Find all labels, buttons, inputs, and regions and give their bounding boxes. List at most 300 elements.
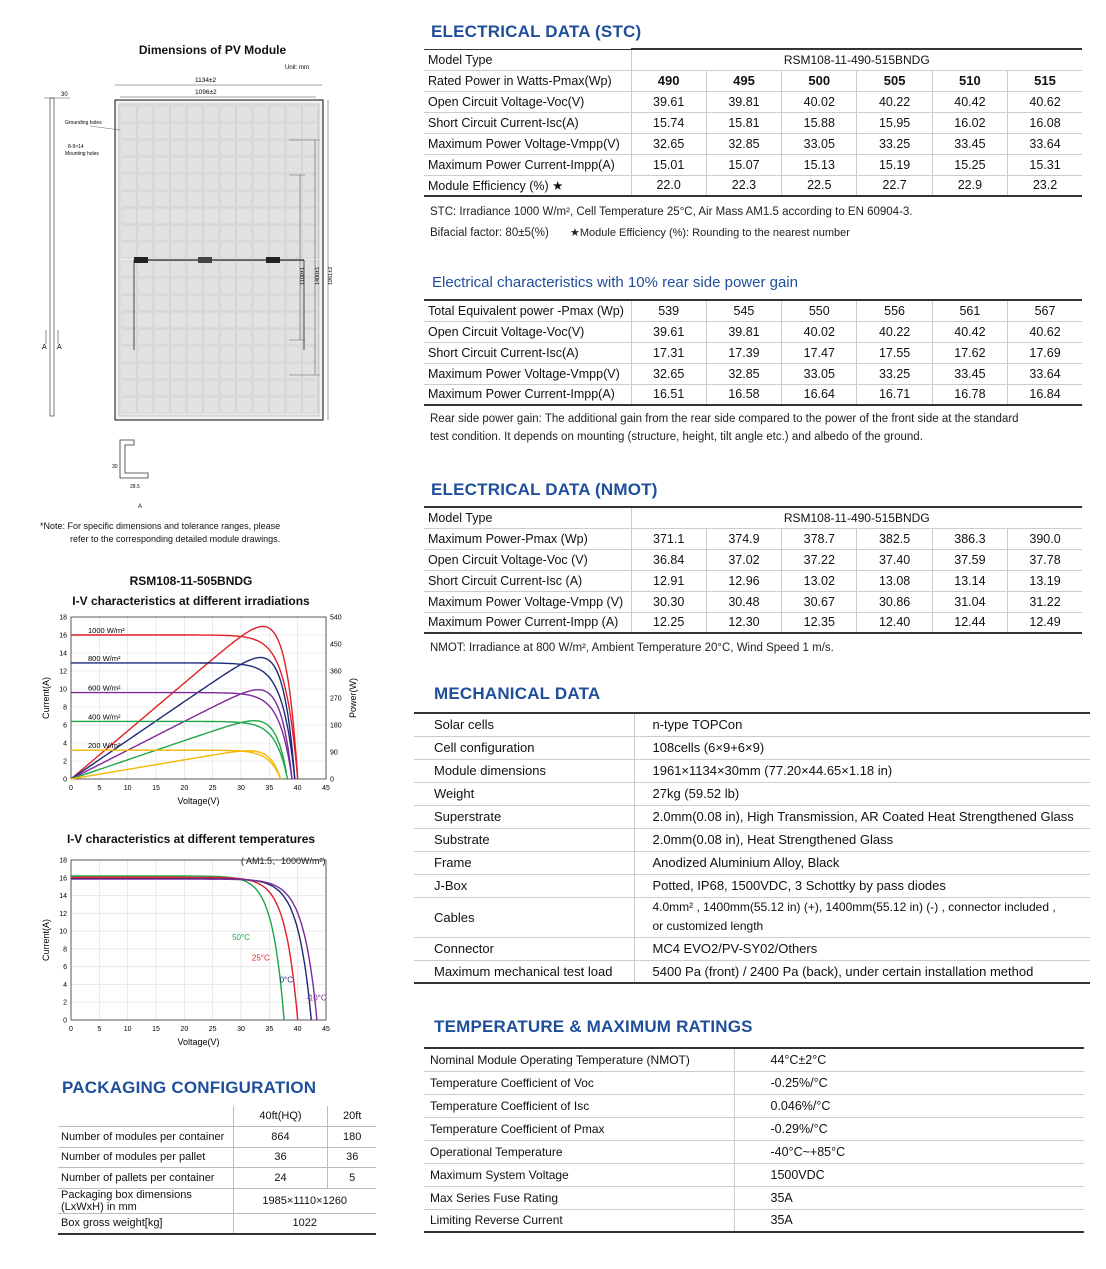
solar-cell xyxy=(171,380,187,396)
dimensions-section xyxy=(30,40,400,550)
cell-value: 13.02 xyxy=(782,570,857,591)
irradiance-label: 600 W/m² xyxy=(88,683,121,693)
y2-tick-label: 0 xyxy=(330,776,334,784)
solar-cell xyxy=(303,225,319,241)
mech-value-text: 2.0mm(0.08 in), High Transmission, AR Coated Heat Strengthened Glass xyxy=(652,809,1074,824)
cell-value: 515 xyxy=(1008,70,1082,91)
note-line-2: refer to the corresponding detailed module drawings. xyxy=(70,534,281,544)
cell-value: 539 xyxy=(631,300,706,321)
header-40ft: 40ft(HQ) xyxy=(233,1106,328,1127)
cell-value: 40.22 xyxy=(857,321,932,342)
solar-cell xyxy=(138,363,154,379)
cell-value: 15.25 xyxy=(932,154,1007,175)
row-label: Open Circuit Voltage-Voc(V) xyxy=(424,91,631,112)
grounding-holes-label: Grounding holes xyxy=(65,120,102,126)
temp-value: 35A xyxy=(734,1209,1084,1232)
pack-label: Number of pallets per container xyxy=(58,1168,233,1189)
solar-cell xyxy=(220,312,236,328)
nmot-section xyxy=(424,480,1082,657)
temp-value: 44°C±2°C xyxy=(734,1048,1084,1071)
solar-cell xyxy=(187,346,203,362)
solar-cell xyxy=(253,346,269,362)
packaging-header-row xyxy=(58,1106,376,1127)
row-label: Open Circuit Voltage-Voc (V) xyxy=(424,549,631,570)
mech-row xyxy=(414,782,1090,805)
cell-value: 13.08 xyxy=(857,570,932,591)
mech-label: Cell configuration xyxy=(414,736,634,759)
cell-value: 33.64 xyxy=(1008,363,1082,384)
solar-cell xyxy=(138,312,154,328)
temp-label: Temperature Coefficient of Pmax xyxy=(424,1117,734,1140)
table-row xyxy=(424,612,1082,633)
solar-cell xyxy=(303,363,319,379)
solar-cell xyxy=(253,380,269,396)
mech-value-text: n-type TOPCon xyxy=(652,717,743,733)
temp-row xyxy=(424,1209,1084,1232)
mech-value-line-1: 4.0mm² , 1400mm(55.12 in) (+), 1400mm(55.12 in) (-) , connector included , xyxy=(652,900,1056,914)
mech-row xyxy=(414,736,1090,759)
solar-cell xyxy=(154,346,170,362)
cell-value: 33.25 xyxy=(857,363,932,384)
stc-table xyxy=(424,48,1082,197)
pack-row xyxy=(58,1168,376,1189)
solar-cell xyxy=(286,140,302,156)
y-tick-label: 2 xyxy=(63,758,67,766)
mech-value xyxy=(634,736,1090,759)
cell-value: 16.58 xyxy=(706,384,781,405)
temperature-label: 25°C xyxy=(251,953,270,963)
cell-value: 382.5 xyxy=(857,528,932,549)
temp-label: Max Series Fuse Rating xyxy=(424,1186,734,1209)
cell-value: 40.42 xyxy=(932,321,1007,342)
solar-cell xyxy=(187,295,203,311)
solar-cell xyxy=(220,191,236,207)
temp-label: Limiting Reverse Current xyxy=(424,1209,734,1232)
mech-label: Connector xyxy=(414,937,634,960)
solar-cell xyxy=(270,295,286,311)
cell-value: 39.81 xyxy=(706,321,781,342)
row-label: Short Circuit Current-Isc(A) xyxy=(424,342,631,363)
solar-cell xyxy=(187,278,203,294)
solar-cell xyxy=(187,397,203,413)
mech-value xyxy=(634,828,1090,851)
cell-value: 510 xyxy=(932,70,1007,91)
table-row xyxy=(424,528,1082,549)
unit-label: Unit: mm xyxy=(285,65,309,71)
solar-cell xyxy=(171,157,187,173)
mech-row xyxy=(414,874,1090,897)
solar-cell xyxy=(138,380,154,396)
temp-value: -0.25%/°C xyxy=(734,1071,1084,1094)
solar-cell xyxy=(171,363,187,379)
pack-label: Packaging box dimensions (LxWxH) in mm xyxy=(58,1188,233,1213)
row-label: Maximum Power Current-Impp(A) xyxy=(424,154,631,175)
pack-value: 180 xyxy=(328,1127,376,1148)
solar-cell xyxy=(270,261,286,277)
cell-value: 500 xyxy=(782,70,857,91)
x-tick-label: 5 xyxy=(97,1026,102,1033)
cell-value: 32.65 xyxy=(631,133,706,154)
cell-value: 23.2 xyxy=(1008,175,1082,196)
x-tick-label: 10 xyxy=(123,785,132,792)
solar-cell xyxy=(121,225,137,241)
mech-label: Frame xyxy=(414,851,634,874)
irradiance-label: 1000 W/m² xyxy=(88,626,125,635)
temp-row xyxy=(424,1071,1084,1094)
mech-value xyxy=(634,851,1090,874)
y-tick-label: 2 xyxy=(63,999,67,1007)
mech-value xyxy=(634,874,1090,897)
y2-axis-label: Power(W) xyxy=(348,678,358,718)
cell-value: 386.3 xyxy=(932,528,1007,549)
solar-cell xyxy=(187,242,203,258)
nmot-title: ELECTRICAL DATA (NMOT) xyxy=(431,480,658,499)
table-row xyxy=(424,363,1082,384)
cell-value: 31.22 xyxy=(1008,591,1082,612)
solar-cell xyxy=(237,278,253,294)
solar-cell xyxy=(171,397,187,413)
mech-value xyxy=(634,960,1090,983)
y-tick-label: 4 xyxy=(63,740,67,748)
mech-label: Weight xyxy=(414,782,634,805)
solar-cell xyxy=(187,191,203,207)
x-tick-label: 20 xyxy=(180,785,189,792)
profile-label: A xyxy=(138,504,143,510)
cell-value: 15.81 xyxy=(706,112,781,133)
solar-cell xyxy=(187,140,203,156)
x-tick-label: 25 xyxy=(208,785,217,792)
nmot-model-label: Model Type xyxy=(424,507,631,528)
cell-value: 550 xyxy=(782,300,857,321)
cell-value: 15.95 xyxy=(857,112,932,133)
y-tick-label: 10 xyxy=(59,928,67,936)
cell-value: 545 xyxy=(706,300,781,321)
solar-cell xyxy=(138,225,154,241)
solar-cell xyxy=(253,140,269,156)
x-tick-label: 35 xyxy=(265,785,274,792)
solar-cell xyxy=(303,191,319,207)
cell-value: 40.02 xyxy=(782,91,857,112)
y-tick-label: 14 xyxy=(59,893,67,901)
solar-cell xyxy=(220,295,236,311)
solar-cell xyxy=(303,157,319,173)
solar-cell xyxy=(154,106,170,122)
chart2-svg xyxy=(36,850,376,1050)
cell-value: 15.31 xyxy=(1008,154,1082,175)
solar-cell xyxy=(187,123,203,139)
chart1-title: I-V characteristics at different irradiations xyxy=(72,594,310,608)
y2-tick-label: 360 xyxy=(330,668,342,676)
cell-value: 33.25 xyxy=(857,133,932,154)
solar-cell xyxy=(204,225,220,241)
cell-value: 15.74 xyxy=(631,112,706,133)
cell-value: 32.85 xyxy=(706,133,781,154)
cell-value: 22.5 xyxy=(782,175,857,196)
solar-cell xyxy=(187,329,203,345)
solar-cell xyxy=(286,157,302,173)
solar-cell xyxy=(286,191,302,207)
solar-cell xyxy=(204,208,220,224)
cell-value: 374.9 xyxy=(706,528,781,549)
solar-cell xyxy=(286,106,302,122)
row-label: Maximum Power Voltage-Vmpp (V) xyxy=(424,591,631,612)
cell-value: 15.01 xyxy=(631,154,706,175)
chart2-title: I-V characteristics at different temperatures xyxy=(66,832,316,846)
solar-cell xyxy=(138,242,154,258)
solar-cell xyxy=(154,380,170,396)
cell-value: 30.86 xyxy=(857,591,932,612)
model-type-value: RSM108-11-490-515BNDG xyxy=(631,49,1082,70)
cell-value: 12.96 xyxy=(706,570,781,591)
solar-cell xyxy=(204,363,220,379)
solar-cell xyxy=(138,295,154,311)
mech-value xyxy=(634,782,1090,805)
mech-value-text: 5400 Pa (front) / 2400 Pa (back), under certain installation method xyxy=(652,963,1034,979)
bifacial-factor: Bifacial factor: 80±5(%) xyxy=(430,227,549,239)
mech-value-text: Anodized Aluminium Alloy, Black xyxy=(652,855,840,870)
pack-label: Number of modules per pallet xyxy=(58,1147,233,1168)
temp-value: -40°C~+85°C xyxy=(734,1140,1084,1163)
power-curve-4 xyxy=(71,751,281,779)
solar-cell xyxy=(286,397,302,413)
solar-cell xyxy=(270,278,286,294)
solar-cell xyxy=(220,123,236,139)
solar-cell xyxy=(303,312,319,328)
solar-cell xyxy=(220,242,236,258)
mech-value-text: Potted, IP68, 1500VDC, 3 Schottky by pass diodes xyxy=(652,878,946,893)
cell-value: 17.62 xyxy=(932,342,1007,363)
mech-label: Cables xyxy=(414,897,634,937)
stc-model-row xyxy=(424,49,1082,70)
table-row xyxy=(424,549,1082,570)
x-tick-label: 45 xyxy=(322,1026,330,1033)
pack-row xyxy=(58,1127,376,1148)
cell-value: 32.85 xyxy=(706,363,781,384)
cell-value: 16.02 xyxy=(932,112,1007,133)
dimensions-title: Dimensions of PV Module xyxy=(138,43,287,57)
table-row xyxy=(424,175,1082,196)
solar-cell xyxy=(286,312,302,328)
solar-cell xyxy=(204,123,220,139)
pack-value: 36 xyxy=(328,1147,376,1168)
cell-value: 490 xyxy=(631,70,706,91)
solar-cell xyxy=(220,140,236,156)
cell-value: 12.91 xyxy=(631,570,706,591)
solar-cell xyxy=(270,140,286,156)
solar-cell xyxy=(270,191,286,207)
pack-value: 5 xyxy=(328,1168,376,1189)
solar-cell xyxy=(154,363,170,379)
row-label: Total Equivalent power -Pmax (Wp) xyxy=(424,300,631,321)
temp-label: Temperature Coefficient of Isc xyxy=(424,1094,734,1117)
solar-cell xyxy=(121,123,137,139)
solar-cell xyxy=(303,123,319,139)
mounting-holes-label: Mounting holes xyxy=(65,151,99,157)
row-label: Maximum Power-Pmax (Wp) xyxy=(424,528,631,549)
solar-cell xyxy=(154,261,170,277)
solar-cell xyxy=(253,208,269,224)
cell-value: 495 xyxy=(706,70,781,91)
mech-label: Module dimensions xyxy=(414,759,634,782)
y-axis-label: Current(A) xyxy=(41,676,51,720)
cell-value: 12.25 xyxy=(631,612,706,633)
solar-cell xyxy=(303,242,319,258)
row-label: Maximum Power Voltage-Vmpp(V) xyxy=(424,133,631,154)
solar-cell xyxy=(303,295,319,311)
solar-cell xyxy=(204,295,220,311)
dim-1100: 1100±1 xyxy=(300,267,306,285)
solar-cell xyxy=(253,312,269,328)
solar-cell xyxy=(187,225,203,241)
y-tick-label: 0 xyxy=(63,1017,67,1025)
pack-row xyxy=(58,1213,376,1234)
temp-value: 0.046%/°C xyxy=(734,1094,1084,1117)
solar-cell xyxy=(121,363,137,379)
row-label: Rated Power in Watts-Pmax(Wp) xyxy=(424,70,631,91)
solar-cell xyxy=(286,380,302,396)
cell-value: 33.45 xyxy=(932,363,1007,384)
y-tick-label: 6 xyxy=(63,722,67,730)
rear-gain-title: Electrical characteristics with 10% rear side power gain xyxy=(432,274,798,291)
mech-row xyxy=(414,851,1090,874)
solar-cell xyxy=(253,261,269,277)
table-row xyxy=(424,570,1082,591)
solar-cell xyxy=(138,123,154,139)
y-tick-label: 16 xyxy=(59,632,67,640)
width-inner-label: 1096±2 xyxy=(195,89,217,96)
mech-label: J-Box xyxy=(414,874,634,897)
cell-value: 12.40 xyxy=(857,612,932,633)
rear-note xyxy=(430,410,1082,446)
x-tick-label: 35 xyxy=(265,1026,274,1033)
rear-note-line-2: test condition. It depends on mounting (structure, height, tilt angle etc.) and albedo of the ground. xyxy=(430,431,923,443)
x-tick-label: 45 xyxy=(322,785,330,792)
iv-curve-3 xyxy=(71,879,317,1020)
y2-tick-label: 540 xyxy=(330,614,342,622)
temperature-title: TEMPERATURE & MAXIMUM RATINGS xyxy=(434,1017,753,1036)
solar-cell xyxy=(204,397,220,413)
cell-value: 40.02 xyxy=(782,321,857,342)
mech-label: Maximum mechanical test load xyxy=(414,960,634,983)
solar-cell xyxy=(138,397,154,413)
solar-cell xyxy=(154,191,170,207)
mech-row xyxy=(414,759,1090,782)
solar-cell xyxy=(220,329,236,345)
iv-curve-0 xyxy=(71,876,284,1020)
model-type-label: Model Type xyxy=(424,49,631,70)
nmot-model-row xyxy=(424,507,1082,528)
solar-cell xyxy=(270,242,286,258)
solar-cell xyxy=(237,191,253,207)
x-tick-label: 40 xyxy=(293,1026,302,1033)
irradiance-label: 800 W/m² xyxy=(88,653,121,663)
solar-cell xyxy=(204,157,220,173)
cell-value: 40.22 xyxy=(857,91,932,112)
solar-cell xyxy=(237,208,253,224)
y-axis-label: Current(A) xyxy=(41,918,51,962)
solar-cell xyxy=(187,380,203,396)
pack-row xyxy=(58,1188,376,1213)
mech-row xyxy=(414,805,1090,828)
solar-cell xyxy=(154,174,170,190)
solar-cell xyxy=(121,208,137,224)
x-tick-label: 5 xyxy=(97,785,102,792)
mech-value xyxy=(634,897,1090,937)
x-tick-label: 10 xyxy=(123,1026,132,1033)
solar-cell xyxy=(220,208,236,224)
solar-cell xyxy=(303,208,319,224)
solar-cell xyxy=(303,174,319,190)
cell-value: 33.45 xyxy=(932,133,1007,154)
solar-cell xyxy=(171,191,187,207)
x-tick-label: 30 xyxy=(237,785,245,792)
solar-cell xyxy=(187,261,203,277)
cell-value: 13.14 xyxy=(932,570,1007,591)
solar-cell xyxy=(138,191,154,207)
profile-width: 28.5 xyxy=(130,484,140,490)
pack-value: 1985×1110×1260 xyxy=(233,1188,376,1213)
solar-cell xyxy=(154,208,170,224)
mech-value-text: MC4 EVO2/PV-SY02/Others xyxy=(652,941,818,956)
solar-cell xyxy=(270,225,286,241)
temp-value: 1500VDC xyxy=(734,1163,1084,1186)
temperature-section xyxy=(424,1017,1084,1233)
solar-cell xyxy=(253,157,269,173)
solar-cell xyxy=(171,208,187,224)
mech-row xyxy=(414,713,1090,736)
solar-cell xyxy=(154,225,170,241)
cell-value: 15.19 xyxy=(857,154,932,175)
temp-label: Temperature Coefficient of Voc xyxy=(424,1071,734,1094)
mech-value-text: 1961×1134×30mm (77.20×44.65×1.18 in) xyxy=(652,763,893,778)
table-row xyxy=(424,591,1082,612)
x-tick-label: 15 xyxy=(152,785,160,792)
solar-cell xyxy=(253,242,269,258)
solar-cell xyxy=(253,174,269,190)
y-tick-label: 12 xyxy=(59,668,67,676)
x-tick-label: 40 xyxy=(293,785,302,792)
solar-cell xyxy=(220,346,236,362)
x-axis-label: Voltage(V) xyxy=(177,1037,220,1047)
solar-cell xyxy=(286,329,302,345)
cell-value: 15.07 xyxy=(706,154,781,175)
solar-cell xyxy=(237,174,253,190)
cell-value: 556 xyxy=(857,300,932,321)
mech-value xyxy=(634,759,1090,782)
cell-value: 17.69 xyxy=(1008,342,1082,363)
row-label: Maximum Power Current-Impp(A) xyxy=(424,384,631,405)
cell-value: 30.67 xyxy=(782,591,857,612)
solar-cell xyxy=(204,380,220,396)
stc-note-2 xyxy=(430,224,1082,242)
width-outer-label: 1134±2 xyxy=(195,77,217,84)
cell-value: 22.3 xyxy=(706,175,781,196)
solar-cell xyxy=(204,261,220,277)
solar-cell xyxy=(270,123,286,139)
temperature-label: -10°C xyxy=(306,993,327,1003)
chart2-subtitle: ( AM1.5、1000W/m²) xyxy=(241,856,326,866)
x-tick-label: 20 xyxy=(180,1026,189,1033)
mech-value-text: 108cells (6×9+6×9) xyxy=(652,740,765,755)
cell-value: 30.30 xyxy=(631,591,706,612)
y-tick-label: 18 xyxy=(59,857,67,865)
solar-cell xyxy=(121,174,137,190)
section-a-right: A xyxy=(57,344,62,351)
mechanical-title: MECHANICAL DATA xyxy=(434,684,601,703)
nmot-note: NMOT: Irradiance at 800 W/m², Ambient Temperature 20°C, Wind Speed 1 m/s. xyxy=(430,642,834,654)
solar-cell xyxy=(204,242,220,258)
row-label: Module Efficiency (%) ★ xyxy=(424,175,631,196)
